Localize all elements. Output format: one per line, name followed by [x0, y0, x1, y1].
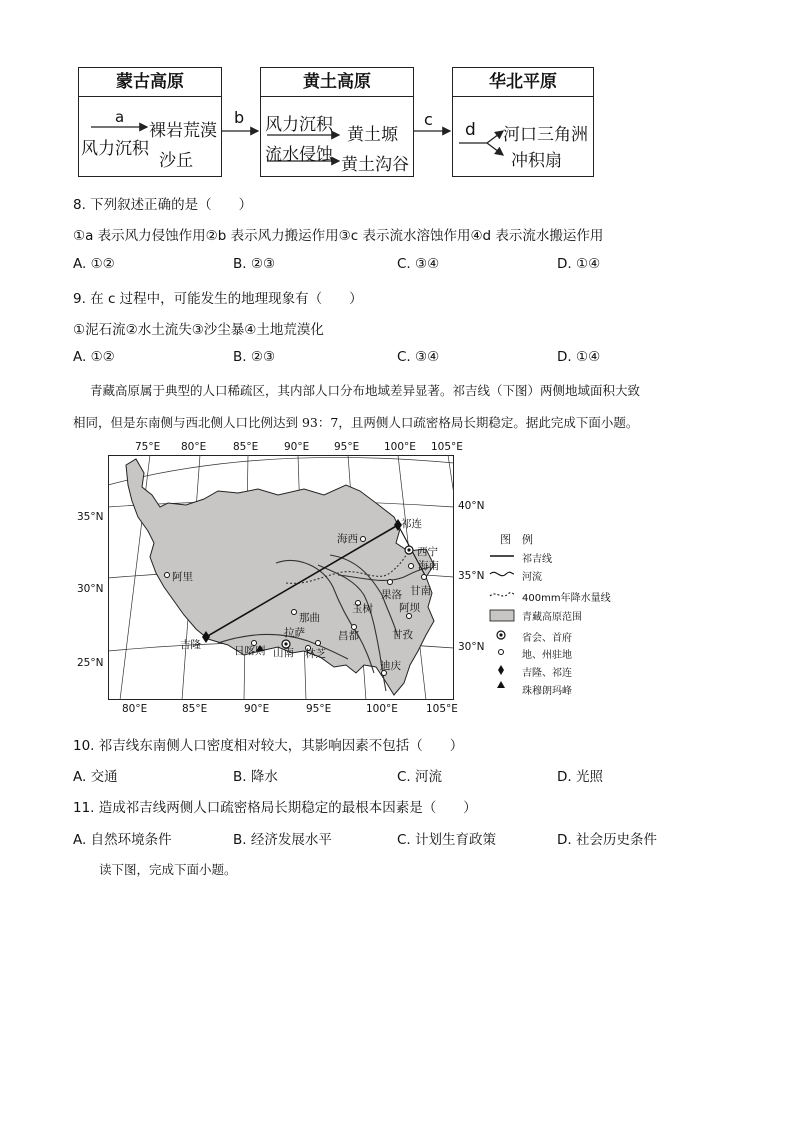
place-haixi: 海西	[337, 533, 358, 545]
place-guoluo: 果洛	[381, 589, 402, 601]
q10-option-d[interactable]: D. 光照	[557, 769, 603, 785]
q8-option-d[interactable]: D. ①④	[557, 256, 601, 272]
q9-option-d[interactable]: D. ①④	[557, 349, 601, 365]
q10-option-b[interactable]: B. 降水	[233, 769, 278, 785]
q9-stem: 9. 在 c 过程中，可能发生的地理现象有（ ）	[73, 291, 363, 307]
place-gannan: 甘南	[410, 585, 431, 597]
flow-label-water-erosion: 流水侵蚀	[265, 145, 333, 165]
legend-title: 图 例	[500, 533, 533, 546]
legend-river: 河流	[522, 572, 542, 583]
passage-line-2: 相同，但是东南侧与西北侧人口比例达到 93：7，且两侧人口疏密格局长期稳定。据此完成下面小题。	[73, 415, 639, 430]
flow-item-loess-tableland: 黄土塬	[347, 125, 398, 145]
legend-symbols	[488, 548, 518, 698]
lon-label-bottom: 90°E	[244, 703, 270, 715]
lon-label-top: 100°E	[384, 441, 416, 453]
lon-label-top: 95°E	[334, 441, 360, 453]
place-yushu: 玉树	[352, 603, 373, 615]
lon-label-bottom: 105°E	[426, 703, 458, 715]
flow-label-wind-deposition: 风力沉积	[265, 115, 333, 135]
q11-stem: 11. 造成祁吉线两侧人口疏密格局长期稳定的最根本因素是（ ）	[73, 800, 477, 816]
q11-option-a[interactable]: A. 自然环境条件	[73, 832, 172, 848]
lon-label-top: 85°E	[233, 441, 259, 453]
lat-label-left: 30°N	[77, 583, 104, 595]
arrow-c	[412, 67, 454, 175]
flow-box-north-china-plain	[452, 67, 594, 177]
place-rikaze: 日喀则	[234, 645, 266, 657]
q10-stem: 10. 祁吉线东南侧人口密度相对较大，其影响因素不包括（ ）	[73, 738, 464, 754]
legend-jilong-qilian: 吉隆、祁连	[522, 668, 572, 679]
q8-statements: ①a 表示风力侵蚀作用②b 表示风力搬运作用③c 表示流水溶蚀作用④d 表示流水搬运作用	[73, 228, 604, 244]
q11-option-b[interactable]: B. 经济发展水平	[233, 832, 332, 848]
place-jilong: 吉隆	[180, 639, 201, 651]
place-xining: 西宁	[417, 546, 438, 558]
flow-box-title: 华北平原	[453, 68, 593, 97]
place-shannan: 山南	[273, 647, 294, 659]
q10-option-a[interactable]: A. 交通	[73, 769, 118, 785]
q9-option-c[interactable]: C. ③④	[397, 349, 440, 365]
passage-line-1: 青藏高原属于典型的人口稀疏区，其内部人口分布地域差异显著。祁吉线（下图）两侧地域面积大致	[90, 383, 641, 398]
lon-label-top: 105°E	[431, 441, 463, 453]
closing-instruction: 读下图，完成下面小题。	[99, 862, 237, 877]
q9-option-b[interactable]: B. ②③	[233, 349, 276, 365]
map-frame	[108, 455, 454, 700]
arrow-a-label: a	[115, 108, 125, 126]
flow-item-alluvial-fan: 冲积扇	[511, 151, 562, 171]
lon-label-bottom: 95°E	[306, 703, 332, 715]
flow-box-title: 蒙古高原	[79, 68, 221, 97]
flow-box-mongolian-plateau	[78, 67, 222, 177]
place-ganzi: 甘孜	[392, 629, 413, 641]
flow-label-wind-deposition: 风力沉积	[81, 139, 149, 159]
place-qilian: 祁连	[401, 518, 422, 530]
place-changdu: 昌都	[338, 630, 359, 642]
lat-label-right: 30°N	[458, 641, 485, 653]
legend-plateau-range: 青藏高原范围	[522, 612, 582, 623]
legend-qiji-line: 祁吉线	[522, 554, 552, 565]
q11-option-c[interactable]: C. 计划生育政策	[397, 832, 497, 848]
lat-label-right: 35°N	[458, 570, 485, 582]
legend-precipitation: 400mm年降水量线	[522, 593, 611, 604]
lon-label-bottom: 85°E	[182, 703, 208, 715]
arrow-d-label: d	[465, 120, 476, 140]
lon-label-bottom: 80°E	[122, 703, 148, 715]
flow-item-dunes: 沙丘	[159, 151, 193, 171]
arrow-c-label: c	[424, 110, 433, 129]
legend-prefecture: 地、州驻地	[522, 650, 572, 661]
lon-label-top: 90°E	[284, 441, 310, 453]
place-naqu: 那曲	[299, 612, 320, 624]
flow-item-estuary-delta: 河口三角洲	[503, 125, 588, 145]
place-ali: 阿里	[172, 571, 193, 583]
lat-label-left: 25°N	[77, 657, 104, 669]
flow-item-loess-gully: 黄土沟谷	[341, 155, 409, 175]
lon-label-bottom: 100°E	[366, 703, 398, 715]
flow-item-bare-rock-desert: 裸岩荒漠	[149, 121, 217, 141]
q8-stem: 8. 下列叙述正确的是（ ）	[73, 197, 253, 213]
place-diqing: 迪庆	[380, 660, 401, 672]
q8-option-b[interactable]: B. ②③	[233, 256, 276, 272]
lon-label-top: 80°E	[181, 441, 207, 453]
place-aba: 阿坝	[399, 602, 420, 614]
place-lasa: 拉萨	[284, 627, 305, 639]
flow-box-loess-plateau	[260, 67, 414, 177]
place-linzhi: 林芝	[305, 648, 326, 660]
q9-option-a[interactable]: A. ①②	[73, 349, 115, 365]
legend-capital: 省会、首府	[522, 633, 572, 644]
legend-everest: 珠穆朗玛峰	[522, 686, 572, 697]
lat-label-right: 40°N	[458, 500, 485, 512]
lon-label-top: 75°E	[135, 441, 161, 453]
q11-option-d[interactable]: D. 社会历史条件	[557, 832, 657, 848]
q8-option-c[interactable]: C. ③④	[397, 256, 440, 272]
q10-option-c[interactable]: C. 河流	[397, 769, 443, 785]
lat-label-left: 35°N	[77, 511, 104, 523]
place-hainan: 海南	[418, 560, 439, 572]
flow-box-title: 黄土高原	[261, 68, 413, 97]
q8-option-a[interactable]: A. ①②	[73, 256, 115, 272]
arrow-b-label: b	[234, 108, 245, 127]
q9-statements: ①泥石流②水土流失③沙尘暴④土地荒漠化	[73, 322, 324, 338]
